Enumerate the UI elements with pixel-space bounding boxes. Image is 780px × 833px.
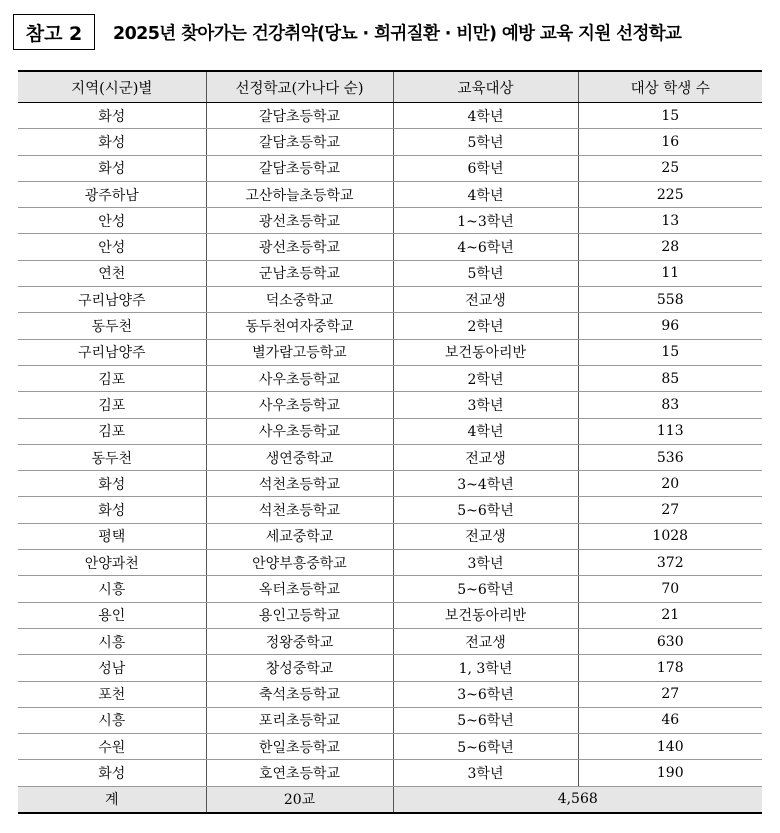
cell-school: 석천초등학교 (206, 471, 393, 497)
table-row (18, 602, 762, 628)
cell-student-count: 1028 (578, 523, 762, 549)
cell-school: 고산하늘초등학교 (206, 181, 393, 207)
cell-target: 전교생 (393, 523, 578, 549)
cell-target: 5~6학년 (393, 707, 578, 733)
cell-region: 연천 (18, 260, 206, 286)
cell-target: 전교생 (393, 628, 578, 654)
cell-school: 사우초등학교 (206, 392, 393, 418)
cell-school: 생연중학교 (206, 444, 393, 470)
cell-student-count: 113 (578, 418, 762, 444)
table-row (18, 707, 762, 733)
cell-student-count: 27 (578, 681, 762, 707)
cell-student-count: 83 (578, 392, 762, 418)
table-row (18, 392, 762, 418)
cell-region: 김포 (18, 365, 206, 391)
cell-school: 광선초등학교 (206, 208, 393, 234)
cell-school: 정왕중학교 (206, 628, 393, 654)
reference-label: 참고 2 (13, 14, 95, 50)
cell-region: 수원 (18, 734, 206, 760)
cell-student-count: 225 (578, 181, 762, 207)
cell-region: 화성 (18, 760, 206, 786)
cell-school: 갈담초등학교 (206, 103, 393, 129)
cell-target: 4~6학년 (393, 234, 578, 260)
column-header-student-count: 대상 학생 수 (578, 71, 762, 103)
column-header-target: 교육대상 (393, 71, 578, 103)
cell-target: 보건동아리반 (393, 339, 578, 365)
cell-school: 덕소중학교 (206, 287, 393, 313)
table-total-row (18, 786, 762, 813)
cell-school: 별가람고등학교 (206, 339, 393, 365)
cell-school: 용인고등학교 (206, 602, 393, 628)
cell-target: 전교생 (393, 287, 578, 313)
document-header (13, 12, 765, 52)
cell-school: 군남초등학교 (206, 260, 393, 286)
cell-region: 화성 (18, 497, 206, 523)
cell-student-count: 28 (578, 234, 762, 260)
table-row (18, 655, 762, 681)
table-row (18, 444, 762, 470)
cell-school: 호연초등학교 (206, 760, 393, 786)
table-row (18, 471, 762, 497)
cell-target: 보건동아리반 (393, 602, 578, 628)
cell-region: 안성 (18, 234, 206, 260)
cell-region: 동두천 (18, 313, 206, 339)
table-row (18, 234, 762, 260)
table-row (18, 550, 762, 576)
cell-region: 화성 (18, 103, 206, 129)
total-schools: 20교 (206, 786, 393, 813)
cell-student-count: 630 (578, 628, 762, 654)
cell-student-count: 21 (578, 602, 762, 628)
cell-region: 구리남양주 (18, 339, 206, 365)
cell-region: 김포 (18, 418, 206, 444)
cell-target: 3~4학년 (393, 471, 578, 497)
cell-student-count: 372 (578, 550, 762, 576)
cell-student-count: 16 (578, 129, 762, 155)
cell-target: 4학년 (393, 418, 578, 444)
cell-target: 5~6학년 (393, 497, 578, 523)
cell-target: 3학년 (393, 550, 578, 576)
cell-school: 갈담초등학교 (206, 129, 393, 155)
cell-target: 2학년 (393, 365, 578, 391)
cell-student-count: 46 (578, 707, 762, 733)
cell-region: 화성 (18, 129, 206, 155)
cell-school: 사우초등학교 (206, 418, 393, 444)
cell-student-count: 178 (578, 655, 762, 681)
cell-region: 시흥 (18, 576, 206, 602)
table-row (18, 339, 762, 365)
cell-student-count: 558 (578, 287, 762, 313)
cell-target: 1~3학년 (393, 208, 578, 234)
table-row (18, 181, 762, 207)
cell-region: 평택 (18, 523, 206, 549)
cell-student-count: 15 (578, 339, 762, 365)
column-header-region: 지역(시군)별 (18, 71, 206, 103)
cell-region: 광주하남 (18, 181, 206, 207)
cell-target: 6학년 (393, 155, 578, 181)
cell-target: 3학년 (393, 392, 578, 418)
cell-region: 성남 (18, 655, 206, 681)
cell-school: 동두천여자중학교 (206, 313, 393, 339)
table-row (18, 365, 762, 391)
cell-student-count: 15 (578, 103, 762, 129)
cell-student-count: 96 (578, 313, 762, 339)
cell-region: 구리남양주 (18, 287, 206, 313)
cell-school: 세교중학교 (206, 523, 393, 549)
table-row (18, 497, 762, 523)
cell-target: 5학년 (393, 129, 578, 155)
table-row (18, 576, 762, 602)
cell-school: 석천초등학교 (206, 497, 393, 523)
schools-table-container (18, 70, 762, 814)
cell-region: 화성 (18, 471, 206, 497)
table-body (18, 103, 762, 787)
cell-school: 옥터초등학교 (206, 576, 393, 602)
table-row (18, 208, 762, 234)
cell-region: 시흥 (18, 707, 206, 733)
table-row (18, 260, 762, 286)
table-row (18, 155, 762, 181)
cell-target: 3학년 (393, 760, 578, 786)
cell-school: 포리초등학교 (206, 707, 393, 733)
cell-region: 포천 (18, 681, 206, 707)
cell-region: 화성 (18, 155, 206, 181)
cell-school: 안양부흥중학교 (206, 550, 393, 576)
cell-target: 전교생 (393, 444, 578, 470)
table-row (18, 734, 762, 760)
cell-target: 5학년 (393, 260, 578, 286)
table-row (18, 681, 762, 707)
cell-region: 안성 (18, 208, 206, 234)
selected-schools-table (18, 70, 762, 814)
cell-target: 1, 3학년 (393, 655, 578, 681)
table-row (18, 129, 762, 155)
cell-school: 축석초등학교 (206, 681, 393, 707)
cell-school: 광선초등학교 (206, 234, 393, 260)
table-row (18, 418, 762, 444)
table-header-row (18, 71, 762, 103)
cell-target: 5~6학년 (393, 734, 578, 760)
cell-school: 창성중학교 (206, 655, 393, 681)
table-row (18, 103, 762, 129)
cell-student-count: 27 (578, 497, 762, 523)
cell-region: 김포 (18, 392, 206, 418)
cell-region: 시흥 (18, 628, 206, 654)
cell-target: 5~6학년 (393, 576, 578, 602)
cell-student-count: 11 (578, 260, 762, 286)
total-label: 계 (18, 786, 206, 813)
cell-student-count: 140 (578, 734, 762, 760)
cell-student-count: 20 (578, 471, 762, 497)
cell-region: 안양과천 (18, 550, 206, 576)
cell-target: 4학년 (393, 181, 578, 207)
cell-student-count: 85 (578, 365, 762, 391)
cell-student-count: 536 (578, 444, 762, 470)
cell-student-count: 25 (578, 155, 762, 181)
cell-student-count: 13 (578, 208, 762, 234)
table-row (18, 523, 762, 549)
cell-student-count: 190 (578, 760, 762, 786)
cell-target: 2학년 (393, 313, 578, 339)
cell-target: 3~6학년 (393, 681, 578, 707)
table-row (18, 628, 762, 654)
cell-school: 갈담초등학교 (206, 155, 393, 181)
cell-student-count: 70 (578, 576, 762, 602)
table-row (18, 760, 762, 786)
column-header-school: 선정학교(가나다 순) (206, 71, 393, 103)
cell-region: 동두천 (18, 444, 206, 470)
table-row (18, 313, 762, 339)
cell-school: 사우초등학교 (206, 365, 393, 391)
table-row (18, 287, 762, 313)
document-title: 2025년 찾아가는 건강취약(당뇨 · 희귀질환 · 비만) 예방 교육 지원 선정학교 (113, 23, 682, 44)
cell-region: 용인 (18, 602, 206, 628)
total-students: 4,568 (393, 786, 762, 813)
cell-school: 한일초등학교 (206, 734, 393, 760)
cell-target: 4학년 (393, 103, 578, 129)
